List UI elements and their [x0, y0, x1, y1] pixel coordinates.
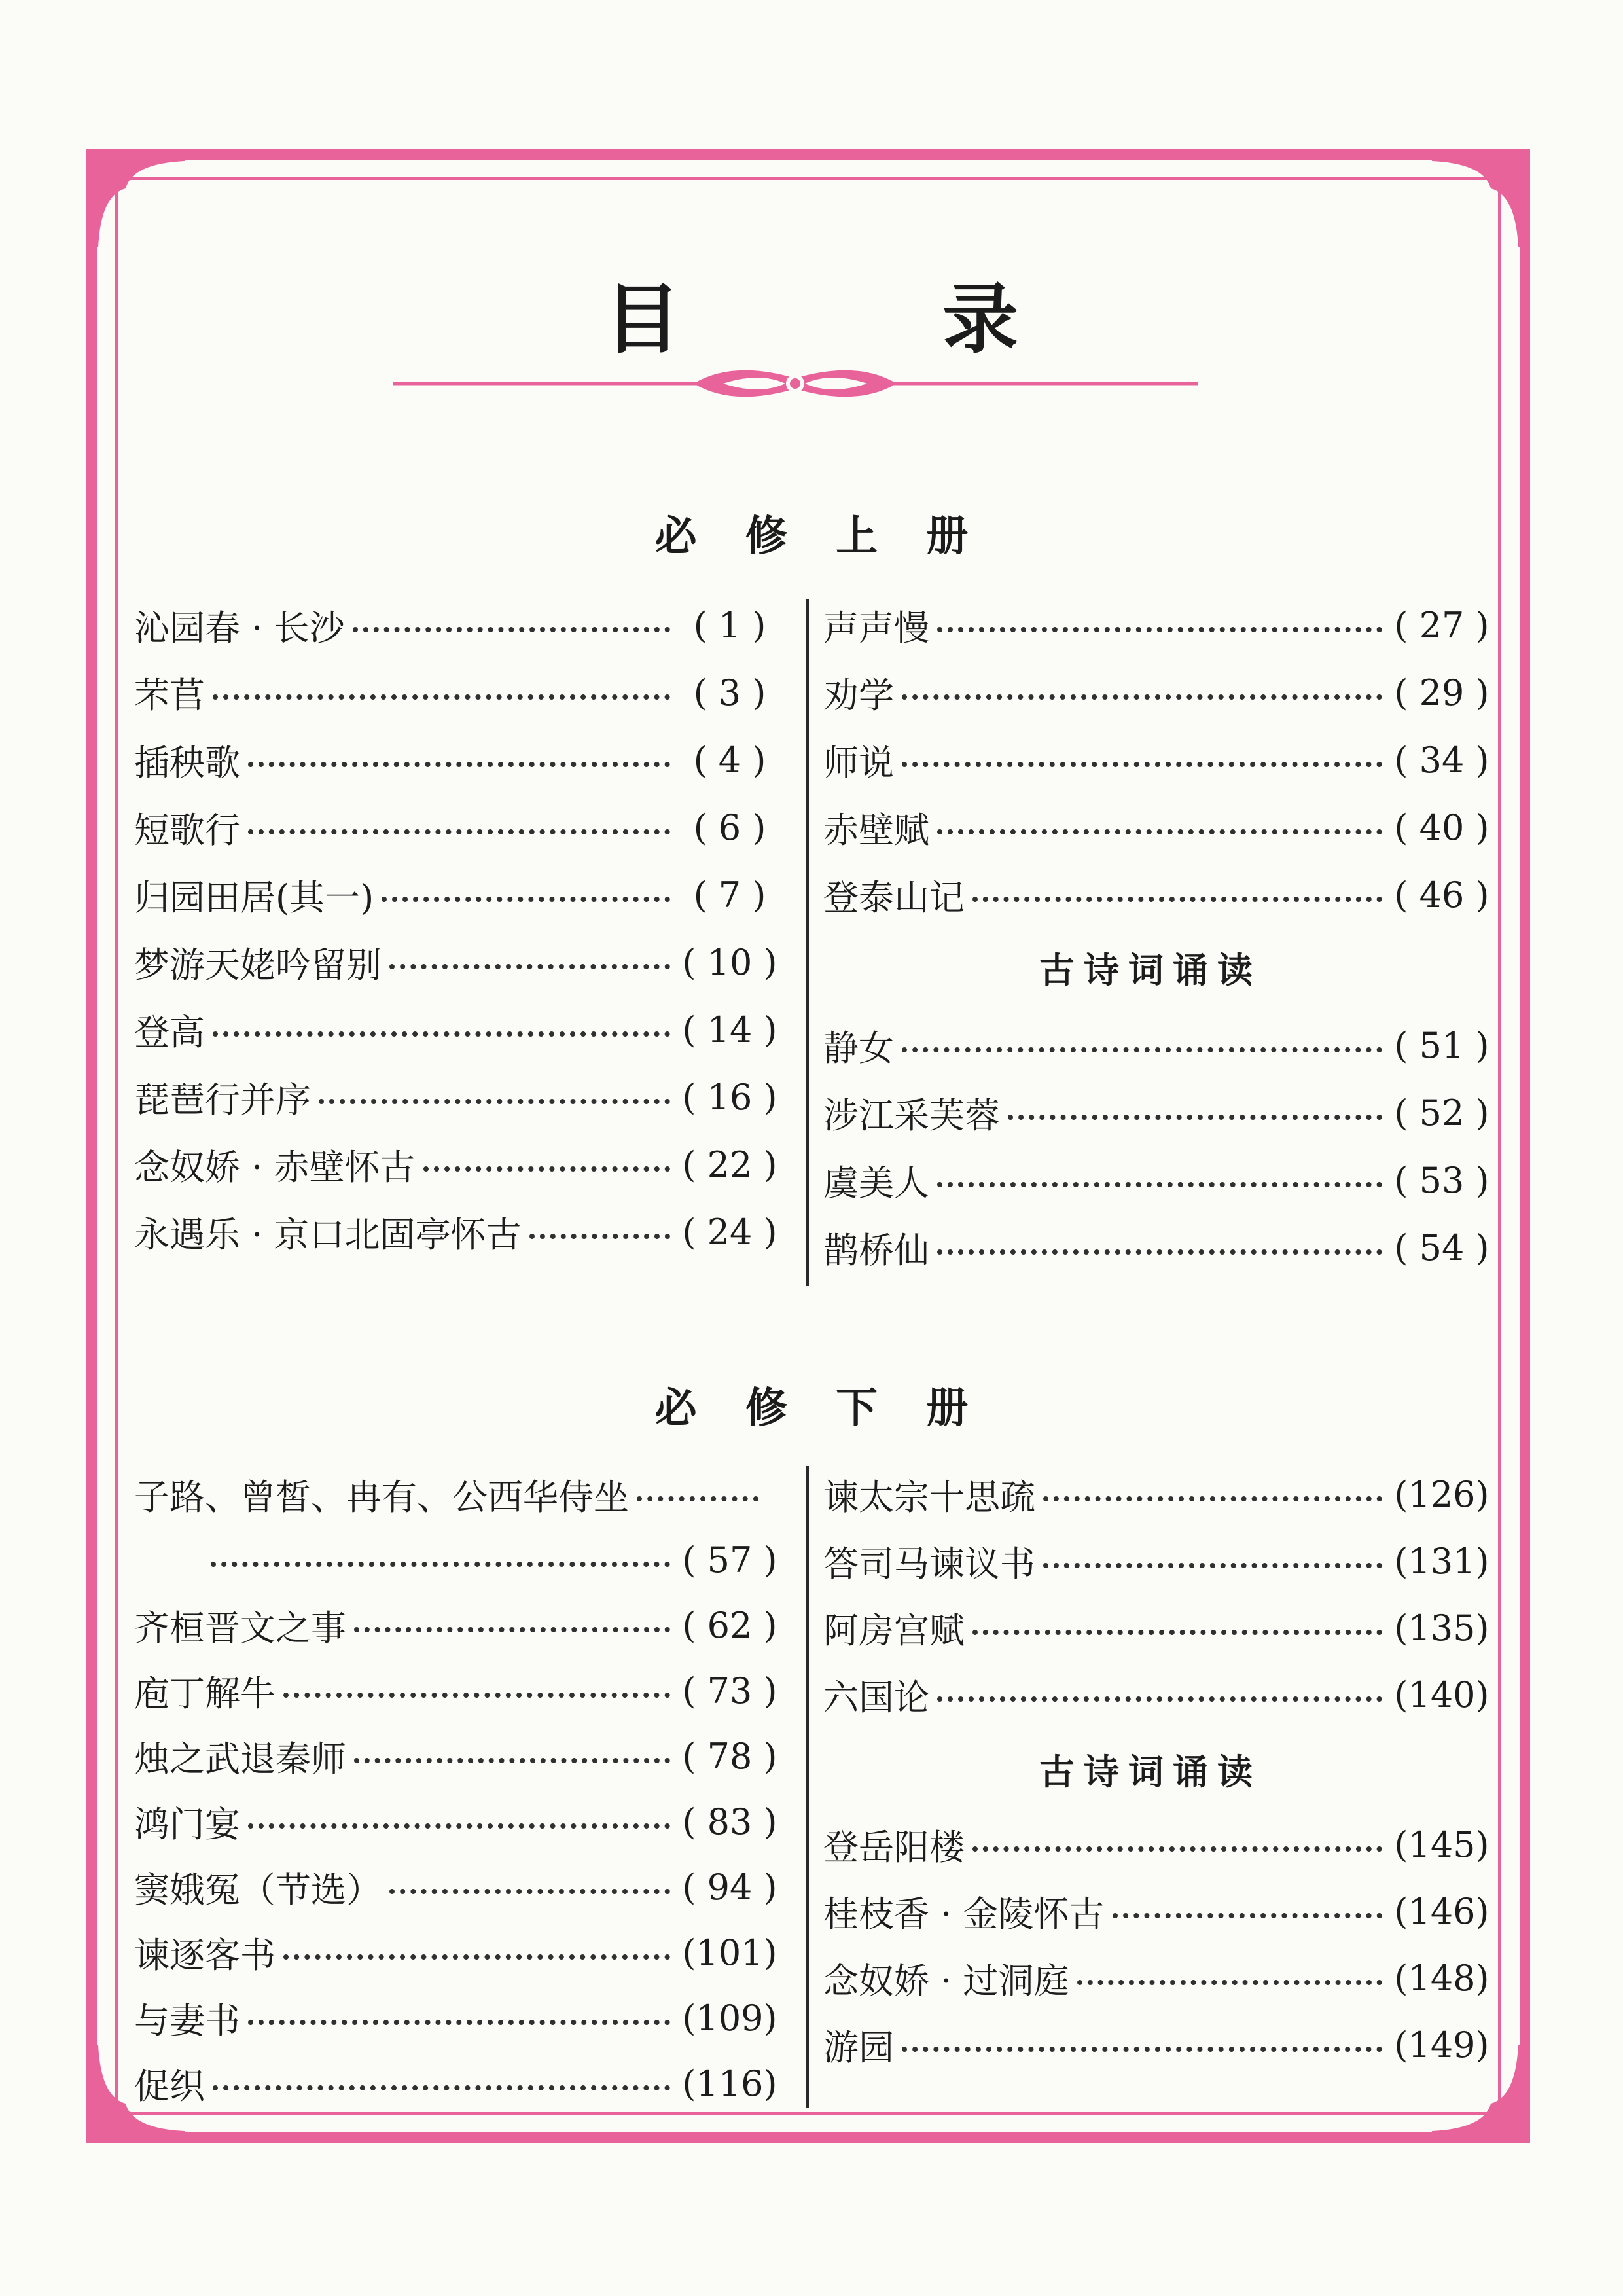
- toc-entry[interactable]: [134, 1730, 779, 1782]
- toc-entry-title: 谏太宗十思疏: [823, 1476, 1035, 1518]
- toc-entry-leader: [1008, 1115, 1382, 1120]
- toc-entry-page: ( 10 ): [682, 941, 777, 983]
- toc-entry-page: ( 16 ): [682, 1076, 777, 1118]
- toc-entry-page: ( 51 ): [1394, 1024, 1489, 1066]
- toc-entry-page: (131): [1394, 1540, 1489, 1582]
- page-title: 目 录: [604, 275, 1137, 364]
- toc-entry-title: 登高: [134, 1011, 205, 1053]
- toc-entry-title: 念奴娇 · 赤壁怀古: [134, 1146, 416, 1188]
- toc-entry-page: (146): [1394, 1890, 1489, 1932]
- toc-entry-page: ( 27 ): [1394, 604, 1489, 646]
- toc-entry-leader: [972, 1846, 1382, 1852]
- toc-entry-page: (126): [1394, 1473, 1489, 1515]
- toc-entry-page: (116): [682, 2062, 777, 2104]
- toc-entry-page: ( 53 ): [1394, 1159, 1489, 1201]
- toc-entry-page: ( 54 ): [1394, 1227, 1489, 1268]
- toc-entry-title: 涉江采芙蓉: [823, 1094, 1000, 1136]
- toc-entry-title: 子路、曾皙、冉有、公西华侍坐: [134, 1476, 629, 1518]
- toc-entry-title: 师说: [823, 742, 894, 783]
- toc-entry-leader: [937, 627, 1382, 632]
- title-ornament-divider: [393, 359, 1198, 408]
- toc-entry[interactable]: [134, 936, 779, 988]
- toc-entry-leader: [937, 1696, 1382, 1702]
- toc-entry[interactable]: [134, 1795, 779, 1848]
- toc-entry[interactable]: [823, 1468, 1491, 1520]
- toc-entry-page: (101): [682, 1931, 777, 1973]
- toc-entry-leader: [248, 829, 670, 834]
- toc-entry-page: ( 62 ): [682, 1604, 777, 1646]
- toc-entry-page: ( 3 ): [693, 672, 766, 713]
- toc-entry-title: 谏逐客书: [134, 1934, 276, 1976]
- toc-entry-title: 鸿门宴: [134, 1803, 240, 1845]
- toc-entry-leader: [972, 1630, 1382, 1635]
- toc-entry[interactable]: [823, 1535, 1491, 1587]
- toc-entry[interactable]: [134, 801, 779, 853]
- toc-entry-leader: [972, 897, 1382, 902]
- volume1-title: 必 修 上 册: [654, 512, 986, 561]
- toc-entry[interactable]: [134, 1468, 769, 1520]
- toc-entry-leader: [902, 1047, 1382, 1052]
- toc-entry[interactable]: [134, 599, 779, 651]
- toc-entry-page: ( 14 ): [682, 1009, 777, 1050]
- toc-entry-title: 游园: [823, 2026, 894, 2068]
- toc-entry-leader: [213, 2085, 670, 2090]
- toc-entry[interactable]: [823, 1019, 1491, 1071]
- toc-entry[interactable]: [134, 734, 779, 786]
- toc-entry-page: ( 78 ): [682, 1735, 777, 1777]
- toc-entry-title: 虞美人: [823, 1162, 929, 1204]
- toc-entry[interactable]: [823, 2018, 1491, 2071]
- toc-entry-leader: [283, 1954, 670, 1960]
- toc-entry-leader: [1113, 1913, 1383, 1918]
- toc-entry[interactable]: [134, 1003, 779, 1056]
- toc-entry-page: (148): [1394, 1957, 1489, 1999]
- toc-entry-page: (145): [1394, 1823, 1489, 1865]
- toc-entry-page: ( 24 ): [682, 1211, 777, 1253]
- toc-entry-leader: [937, 829, 1382, 834]
- toc-entry-title: 烛之武退秦师: [134, 1738, 346, 1780]
- corner-ornament-top-right: [1432, 149, 1530, 247]
- volume2-subsection-title: 古诗词诵读: [1039, 1751, 1262, 1793]
- toc-entry[interactable]: [134, 1138, 779, 1191]
- toc-entry[interactable]: [134, 1992, 779, 2044]
- toc-entry-title: 声声慢: [823, 607, 929, 649]
- volume1-column-divider: [806, 599, 809, 1286]
- toc-entry-title: 鹊桥仙: [823, 1229, 929, 1271]
- toc-entry-page: ( 7 ): [693, 874, 766, 916]
- toc-entry-leader: [389, 964, 670, 969]
- toc-entry-leader: [902, 2047, 1382, 2052]
- toc-entry[interactable]: [134, 1861, 779, 1913]
- toc-entry[interactable]: [823, 1154, 1491, 1206]
- toc-entry-title: 芣苢: [134, 674, 205, 716]
- toc-entry-leader: [529, 1234, 671, 1239]
- toc-entry-leader: [389, 1889, 670, 1894]
- toc-entry-title: 齐桓晋文之事: [134, 1607, 346, 1649]
- toc-entry[interactable]: [823, 1602, 1491, 1654]
- toc-entry-title: 琵琶行并序: [134, 1079, 311, 1121]
- toc-entry-title: 念奴娇 · 过洞庭: [823, 1960, 1069, 2001]
- toc-entry-page: (135): [1394, 1607, 1489, 1649]
- toc-entry[interactable]: [134, 666, 779, 719]
- toc-entry-page: ( 46 ): [1394, 874, 1489, 916]
- toc-entry[interactable]: [203, 1534, 779, 1586]
- toc-entry-page: ( 52 ): [1394, 1092, 1489, 1134]
- toc-entry-leader: [902, 694, 1382, 700]
- toc-entry-title: 登泰山记: [823, 876, 965, 918]
- toc-entry-page: ( 73 ): [682, 1670, 777, 1712]
- toc-entry-title: 庖丁解牛: [134, 1672, 276, 1714]
- volume2-column-divider: [806, 1466, 809, 2108]
- toc-entry-title: 窦娥冤（节选）: [134, 1869, 382, 1910]
- toc-entry-page: (140): [1394, 1674, 1489, 1715]
- toc-entry[interactable]: [134, 2057, 779, 2109]
- toc-entry[interactable]: [823, 869, 1491, 921]
- toc-entry-leader: [248, 762, 670, 767]
- toc-entry-title: 短歌行: [134, 809, 240, 851]
- toc-entry-title: 登岳阳楼: [823, 1826, 965, 1868]
- toc-entry[interactable]: [823, 1818, 1491, 1871]
- toc-entry-title: 归园田居(其一): [134, 876, 374, 918]
- volume1-subsection-title: 古诗词诵读: [1039, 949, 1262, 991]
- toc-entry[interactable]: [823, 1952, 1491, 2004]
- toc-entry-page: ( 1 ): [693, 604, 766, 646]
- toc-entry[interactable]: [823, 1885, 1491, 1937]
- toc-entry-page: ( 40 ): [1394, 806, 1489, 848]
- toc-entry-leader: [248, 2020, 670, 2025]
- toc-entry-title: 桂枝香 · 金陵怀古: [823, 1893, 1105, 1935]
- toc-entry-leader: [354, 1627, 670, 1632]
- toc-entry-title: 梦游天姥吟留别: [134, 944, 382, 986]
- toc-entry-page: (109): [682, 1997, 777, 2039]
- toc-entry[interactable]: [134, 1599, 779, 1651]
- toc-entry[interactable]: [134, 1071, 779, 1123]
- toc-entry[interactable]: [134, 869, 779, 921]
- toc-entry-title: 静女: [823, 1027, 894, 1069]
- toc-entry-title: 促织: [134, 2065, 205, 2107]
- toc-entry[interactable]: [823, 1221, 1491, 1274]
- toc-entry-leader: [423, 1166, 671, 1172]
- toc-entry-title: 与妻书: [134, 2000, 240, 2041]
- toc-entry-leader: [937, 1249, 1382, 1255]
- toc-entry-leader: [937, 1182, 1382, 1187]
- toc-entry[interactable]: [823, 599, 1491, 651]
- toc-entry[interactable]: [823, 1668, 1491, 1721]
- toc-entry-leader: [637, 1496, 758, 1501]
- toc-entry-leader: [1043, 1563, 1382, 1568]
- toc-entry-title: 劝学: [823, 674, 894, 716]
- toc-entry-page: ( 83 ): [682, 1801, 777, 1842]
- toc-entry-title: 永遇乐 · 京口北固亭怀古: [134, 1213, 522, 1255]
- toc-entry-page: ( 34 ): [1394, 739, 1489, 781]
- toc-entry-leader: [382, 897, 670, 902]
- toc-entry-title: 答司马谏议书: [823, 1543, 1035, 1585]
- toc-entry[interactable]: [823, 666, 1491, 719]
- toc-entry-leader: [353, 627, 671, 632]
- toc-entry-leader: [1077, 1980, 1383, 1985]
- toc-entry-page: ( 57 ): [682, 1539, 777, 1581]
- toc-entry-leader: [319, 1099, 670, 1104]
- toc-entry[interactable]: [134, 1664, 779, 1717]
- toc-entry-page: ( 6 ): [693, 806, 766, 848]
- toc-entry[interactable]: [823, 1086, 1491, 1139]
- corner-ornament-top-left: [86, 149, 185, 247]
- toc-entry-title: 六国论: [823, 1676, 929, 1718]
- toc-entry-leader: [354, 1758, 670, 1763]
- toc-entry-page: ( 94 ): [682, 1866, 777, 1908]
- toc-entry[interactable]: [134, 1206, 779, 1258]
- toc-entry-page: (149): [1394, 2024, 1489, 2066]
- toc-entry-leader: [283, 1693, 670, 1698]
- toc-entry-leader: [1043, 1496, 1382, 1501]
- toc-entry[interactable]: [823, 734, 1491, 786]
- toc-entry[interactable]: [823, 801, 1491, 853]
- toc-entry-leader: [213, 1031, 670, 1037]
- toc-entry-page: ( 22 ): [682, 1143, 777, 1185]
- toc-entry-leader: [902, 762, 1382, 767]
- toc-entry-page: ( 29 ): [1394, 672, 1489, 713]
- toc-entry-title: 赤壁赋: [823, 809, 929, 851]
- toc-entry-title: 插秧歌: [134, 742, 240, 783]
- toc-entry-leader: [248, 1823, 670, 1829]
- toc-entry-page: ( 4 ): [693, 739, 766, 781]
- toc-entry[interactable]: [134, 1926, 779, 1979]
- volume2-title: 必 修 下 册: [654, 1384, 986, 1433]
- toc-entry-title: 沁园春 · 长沙: [134, 607, 345, 649]
- toc-entry-title: 阿房宫赋: [823, 1609, 965, 1651]
- toc-entry-leader: [211, 1562, 670, 1567]
- toc-entry-leader: [213, 694, 670, 700]
